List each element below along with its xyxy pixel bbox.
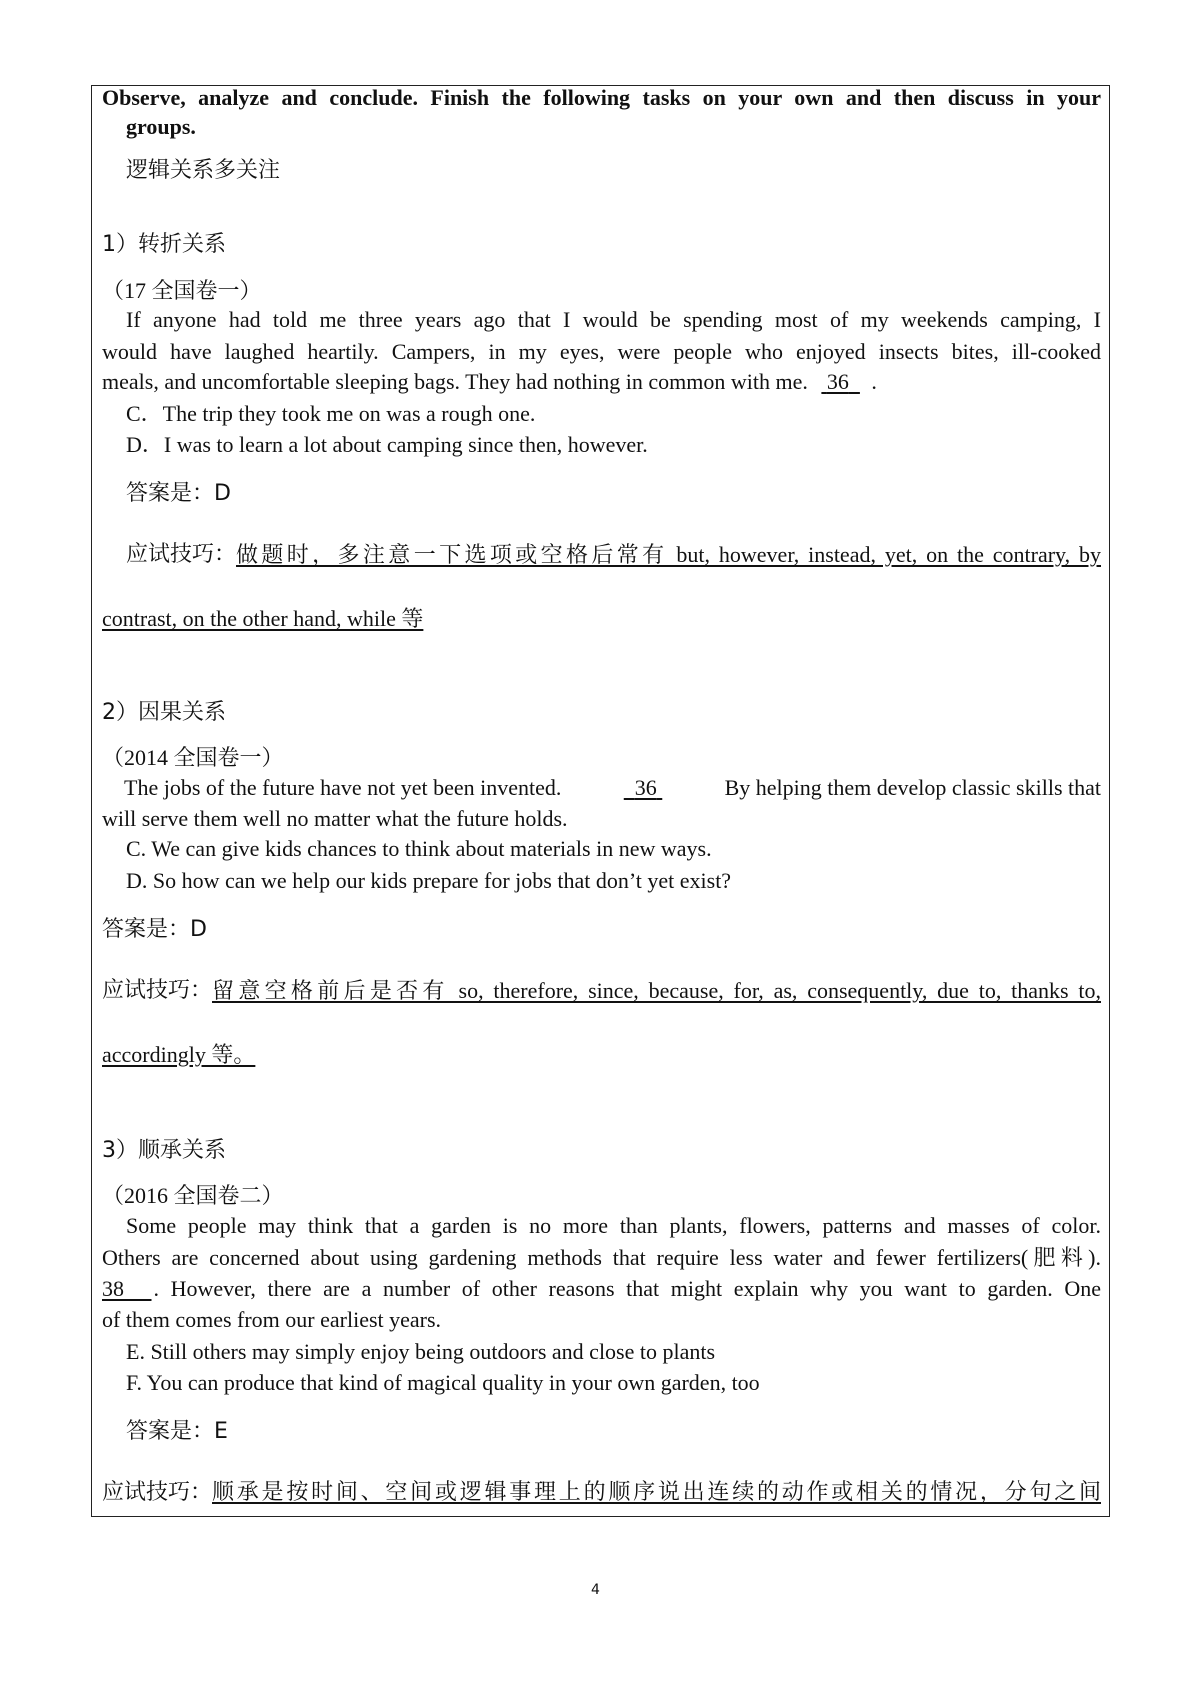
section3-passage-4: of them comes from our earliest years. xyxy=(102,1307,442,1332)
answer-blank: 36 xyxy=(634,775,657,800)
page-number: 4 xyxy=(591,1582,600,1598)
instruction-line-1: Observe, analyze and conclude. Finish the following tasks on your own and then discuss in your xyxy=(102,85,1101,110)
answer-blank: 36 xyxy=(826,369,849,394)
instruction-line-2: groups. xyxy=(126,114,196,139)
section1-passage-2: would have laughed heartily. Campers, in my eyes, were people who enjoyed insects bites, ill-cooked xyxy=(102,339,1101,364)
section3-tip: 应试技巧： 顺承是按时间、空间或逻辑事理上的顺序说出连续的动作或相关的情况，分句之间 xyxy=(102,1480,1101,1505)
section1-heading: 1）转折关系 xyxy=(102,232,226,257)
section2-passage-2: will serve them well no matter what the future holds. xyxy=(102,806,568,831)
section2-answer: 答案是：D xyxy=(102,917,207,942)
section2-tip-line-2: accordingly 等。 xyxy=(102,1042,256,1067)
section1-option-c: C．The trip they took me on was a rough one. xyxy=(126,401,536,426)
section1-tip-line-2: contrast, on the other hand, while 等 xyxy=(102,606,424,631)
section3-passage-1: Some people may think that a garden is no more than plants, flowers, patterns and masses of color. xyxy=(126,1213,1101,1238)
section1-option-d: D．I was to learn a lot about camping since then, however. xyxy=(126,432,648,457)
section3-passage-2: Others are concerned about using gardening methods that require less water and fewer fertilizers(肥料). xyxy=(102,1245,1101,1270)
section3-source: （2016 全国卷二） xyxy=(102,1183,284,1208)
section3-option-f: F. You can produce that kind of magical quality in your own garden, too xyxy=(126,1370,760,1395)
section2-option-c: C. We can give kids chances to think about materials in new ways. xyxy=(126,836,712,861)
section1-passage-3: meals, and uncomfortable sleeping bags. They had nothing in common with me. 36 . xyxy=(102,369,877,394)
section3-answer: 答案是：E xyxy=(126,1419,228,1444)
section2-tip: 应试技巧： 留意空格前后是否有 so, therefore, since, because, for, as, consequently, due to, thanks to, xyxy=(102,978,1101,1003)
section2-heading: 2）因果关系 xyxy=(102,700,226,725)
section3-passage-3: 38 . However, there are a number of other reasons that might explain why you want to garden. One xyxy=(102,1274,1101,1304)
section3-heading: 3）顺承关系 xyxy=(102,1138,226,1163)
section2-source: （2014 全国卷一） xyxy=(102,745,284,770)
section1-tip: 应试技巧： 做题时，多注意一下选项或空格后常有 but, however, instead, yet, on the contrary, by xyxy=(126,542,1101,567)
section1-source: （17 全国卷一） xyxy=(102,278,262,303)
answer-blank: 38 xyxy=(102,1276,124,1301)
section3-option-e: E. Still others may simply enjoy being outdoors and close to plants xyxy=(126,1339,716,1364)
section1-passage-1: If anyone had told me three years ago that I would be spending most of my weekends camping, I xyxy=(126,307,1101,332)
section2-option-d: D. So how can we help our kids prepare for jobs that don’t yet exist? xyxy=(126,868,732,893)
subtitle: 逻辑关系多关注 xyxy=(126,158,281,183)
section2-passage-1: The jobs of the future have not yet been invented. 36 By helping them develop classic skills that xyxy=(124,773,1101,803)
section1-answer: 答案是：D xyxy=(126,481,231,506)
